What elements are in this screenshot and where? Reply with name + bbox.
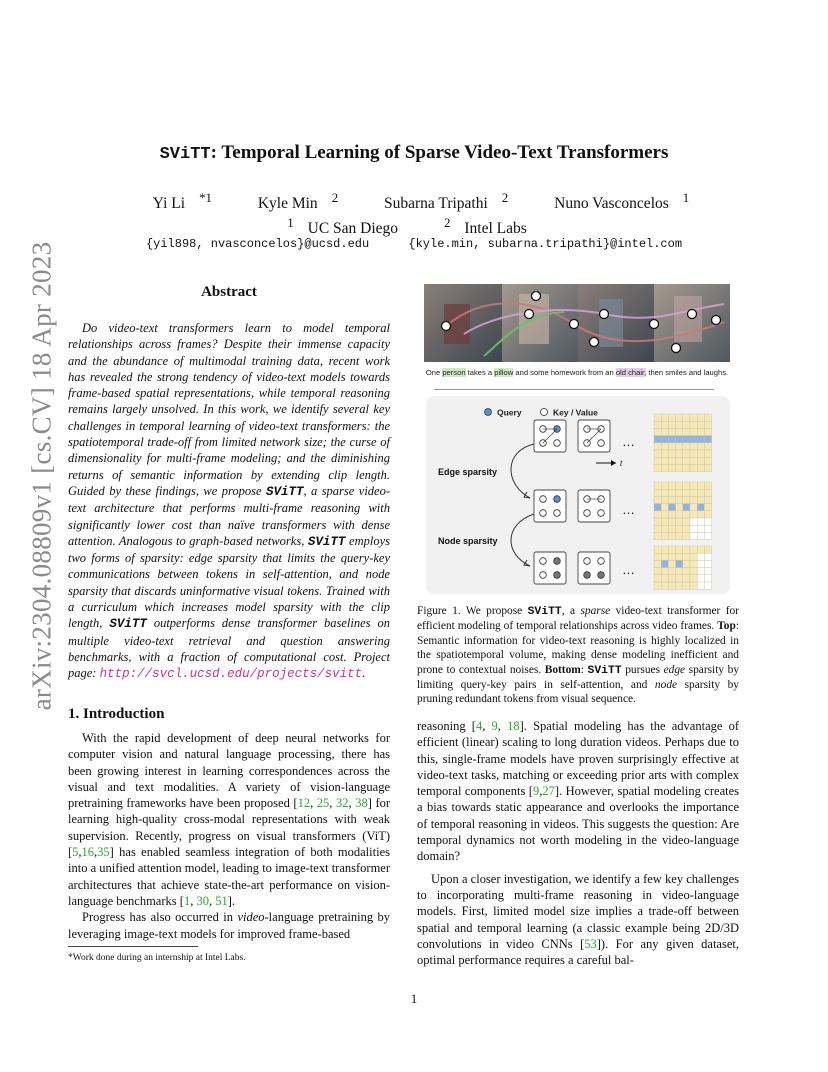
token-node (540, 558, 547, 565)
grid-cell (704, 421, 711, 428)
grid-cell (661, 553, 668, 560)
citation-link[interactable]: 32 (336, 796, 349, 811)
edge-sparsity-label: Edge sparsity (438, 467, 498, 477)
email-list (0, 237, 828, 251)
grid-cell (661, 464, 668, 471)
grid-cell (654, 482, 661, 489)
grid-cell (654, 443, 661, 450)
grid-cell (676, 546, 683, 553)
grid-cell (683, 496, 690, 503)
figure-strip-caption: One person takes a pillow and some homework from an old chair, then smiles and laughs. (425, 368, 729, 377)
grid-cell (661, 421, 668, 428)
grid-cell (697, 532, 704, 539)
grid-cell (683, 532, 690, 539)
grid-cell (661, 482, 668, 489)
grid-cell (661, 518, 668, 525)
grid-cell (683, 582, 690, 589)
grid-cell (704, 504, 711, 511)
grid-cell (654, 504, 661, 511)
affiliation: $^2$ Intel Labs (443, 215, 527, 238)
token-box (578, 490, 610, 522)
grid-cell (668, 582, 675, 589)
grid-cell (676, 532, 683, 539)
grid-cell (697, 464, 704, 471)
grid-cell (704, 414, 711, 421)
citation-link[interactable]: 25 (316, 796, 330, 811)
grid-cell (668, 421, 675, 428)
grid-cell (704, 568, 711, 575)
grid-cell (697, 511, 704, 518)
grid-cell (676, 518, 683, 525)
grid-cell (697, 457, 704, 464)
grid-cell (668, 546, 675, 553)
grid-cell (668, 568, 675, 575)
grid-cell (690, 443, 697, 450)
grid-cell (676, 436, 683, 443)
attention-grid (654, 546, 712, 589)
token-node (554, 440, 561, 447)
email: {kyle.min, subarna.tripathi}@intel.com (408, 237, 683, 251)
grid-cell (690, 575, 697, 582)
grid-cell (661, 575, 668, 582)
grid-cell (683, 457, 690, 464)
grid-cell (683, 436, 690, 443)
grid-cell (654, 518, 661, 525)
figure-divider (434, 389, 714, 390)
grid-cell (704, 489, 711, 496)
grid-cell (654, 560, 661, 567)
token-box (578, 420, 610, 452)
attention-grid (654, 482, 712, 540)
grid-cell (676, 511, 683, 518)
grid-cell (676, 457, 683, 464)
grid-cell (690, 511, 697, 518)
grid-cell (683, 568, 690, 575)
grid-cell (668, 504, 675, 511)
grid-cell (704, 464, 711, 471)
author: Yi Li $^{*1}$ (152, 190, 212, 213)
grid-cell (668, 436, 675, 443)
grid-cell (661, 457, 668, 464)
grid-cell (690, 414, 697, 421)
grid-cell (676, 575, 683, 582)
grid-cell (704, 496, 711, 503)
grid-cell (661, 546, 668, 553)
video-frames-image (424, 284, 730, 362)
grid-cell (683, 443, 690, 450)
ellipsis: … (622, 434, 635, 449)
grid-cell (704, 482, 711, 489)
node-sparsity-label: Node sparsity (438, 536, 498, 546)
grid-cell (683, 504, 690, 511)
page-number: 1 (410, 991, 418, 1006)
grid-cell (661, 525, 668, 532)
grid-cell (661, 511, 668, 518)
grid-cell (661, 582, 668, 589)
grid-cell (668, 464, 675, 471)
grid-cell (661, 414, 668, 421)
token-node (598, 558, 605, 565)
grid-cell (704, 525, 711, 532)
token-box (534, 490, 566, 522)
grid-cell (668, 496, 675, 503)
grid-cell (690, 532, 697, 539)
sparsity-diagram (426, 396, 730, 594)
citation-link[interactable]: 12 (297, 796, 311, 811)
citation-link[interactable]: 9 (532, 784, 540, 799)
grid-cell (690, 421, 697, 428)
grid-cell (654, 421, 661, 428)
grid-cell (697, 525, 704, 532)
grid-cell (683, 525, 690, 532)
grid-cell (704, 436, 711, 443)
citation-link[interactable]: 30 (196, 893, 209, 908)
token-node (584, 558, 591, 565)
attention-grid (654, 414, 712, 472)
grid-cell (704, 443, 711, 450)
grid-cell (654, 414, 661, 421)
grid-cell (683, 553, 690, 560)
grid-cell (654, 582, 661, 589)
token-node (554, 572, 561, 579)
grid-cell (661, 560, 668, 567)
grid-cell (697, 546, 704, 553)
grid-cell (704, 532, 711, 539)
grid-cell (661, 450, 668, 457)
grid-cell (704, 511, 711, 518)
token-node (540, 572, 547, 579)
grid-cell (690, 546, 697, 553)
grid-cell (690, 504, 697, 511)
grid-cell (683, 464, 690, 471)
grid-cell (683, 560, 690, 567)
grid-cell (697, 575, 704, 582)
grid-cell (697, 518, 704, 525)
grid-cell (668, 428, 675, 435)
grid-cell (654, 568, 661, 575)
grid-cell (697, 560, 704, 567)
grid-cell (690, 450, 697, 457)
citation-link[interactable]: 38 (355, 796, 368, 811)
grid-cell (690, 428, 697, 435)
intro-body: With the rapid development of deep neural networks for computer vision and natural language processing, there has been growing interest in learning correspondences across the visual and text modalities. A variety of vision-language pretraining frameworks have been proposed [12, 25, 32, 38] for learning high-quality cross-modal representations with weak supervision. Recently, progress on visual transformers (ViT) [5,16,35] has enabled seamless integration of both modalities into a unified attention model, leading to image-text transformer architectures that achieve state-the-art performance on vision-language benchmarks [1, 30, 51]. Progress has also occurred in video-language pretraining by leveraging image-text models for improved frame-based (68, 731, 391, 941)
author-list (0, 190, 828, 213)
grid-cell (683, 575, 690, 582)
grid-cell (654, 511, 661, 518)
grid-cell (661, 532, 668, 539)
ellipsis: … (622, 502, 635, 517)
token-node (598, 440, 605, 447)
abstract-heading: Abstract (201, 284, 257, 300)
grid-cell (704, 428, 711, 435)
grid-cell (697, 496, 704, 503)
grid-cell (690, 464, 697, 471)
grid-cell (697, 582, 704, 589)
grid-cell (654, 575, 661, 582)
grid-cell (676, 504, 683, 511)
grid-cell (661, 436, 668, 443)
grid-cell (690, 482, 697, 489)
token-node (584, 510, 591, 517)
author: Nuno Vasconcelos $^1$ (554, 190, 690, 213)
token-node (540, 496, 547, 503)
grid-cell (654, 428, 661, 435)
grid-cell (668, 511, 675, 518)
grid-cell (697, 568, 704, 575)
figure-caption: Figure 1. We propose SViTT, a sparse video-text transformer for efficient modeling of temporal relationships across video frames. Top: Semantic information for video-text reasoning is highly localized in the spatiotemporal volume, making dense modeling inefficient and prone to contextual noises. Bottom: SViTT pursues edge sparsity by limiting query-key pairs in self-attention, and node sparsity by pruning redundant tokens from visual sequence. (417, 605, 740, 706)
email: {yil898, nvasconcelos}@ucsd.edu (145, 237, 370, 251)
grid-cell (668, 518, 675, 525)
grid-cell (668, 525, 675, 532)
author: Subarna Tripathi $^2$ (384, 190, 509, 213)
token-box (534, 552, 566, 584)
grid-cell (668, 457, 675, 464)
time-axis-label: t (620, 459, 623, 468)
grid-cell (676, 525, 683, 532)
title-model-name: SViTT (159, 145, 211, 164)
grid-cell (676, 553, 683, 560)
grid-cell (683, 518, 690, 525)
grid-cell (690, 582, 697, 589)
token-node (554, 510, 561, 517)
legend-key: Key / Value (553, 407, 598, 418)
grid-cell (661, 496, 668, 503)
grid-cell (654, 436, 661, 443)
grid-cell (676, 489, 683, 496)
abstract-body: Do video-text transformers learn to model temporal relationships across frames? Despite their immense capacity and the abundance of multimodal training data, recent work has revealed the strong tendency of video-text models towards frame-based spatial representations, while temporal reasoning remains largely unsolved. In this work, we identify several key challenges in temporal learning of video-text transformers: the spatiotemporal trade-off from limited network size; the curse of dimensionality for multi-frame modeling; and the diminishing returns of semantic information by extending clip length. Guided by these findings, we propose SViTT, a sparse video-text architecture that performs multi-frame reasoning with significantly lower cost than naïve transformers with dense attention. Analogous to graph-based networks, SViTT employs two forms of sparsity: edge sparsity that limits the query-key communications between tokens in self-attention, and node sparsity that discards uninformative visual tokens. Trained with a curriculum which increases model sparsity with the clip length, SViTT outperforms dense transformer baselines on multiple video-text retrieval and question answering benchmarks, with a fraction of computational cost. Project page: http://svcl.ucsd.edu/projects/svitt. (68, 321, 391, 682)
citation-link[interactable]: 51 (215, 893, 228, 908)
author: Kyle Min $^2$ (257, 190, 339, 213)
token-node (540, 510, 547, 517)
token-node (598, 510, 605, 517)
grid-cell (690, 525, 697, 532)
grid-cell (668, 414, 675, 421)
grid-cell (704, 518, 711, 525)
grid-cell (668, 482, 675, 489)
grid-cell (704, 553, 711, 560)
citation-link[interactable]: 18 (507, 719, 520, 733)
paper-title (0, 142, 828, 164)
grid-cell (683, 421, 690, 428)
citation-link[interactable]: 53 (584, 936, 597, 951)
token-box (578, 552, 610, 584)
grid-cell (690, 553, 697, 560)
grid-cell (668, 553, 675, 560)
grid-cell (661, 568, 668, 575)
grid-cell (654, 489, 661, 496)
grid-cell (654, 457, 661, 464)
grid-cell (690, 496, 697, 503)
grid-cell (697, 450, 704, 457)
grid-cell (704, 582, 711, 589)
ellipsis: … (622, 562, 635, 577)
grid-cell (683, 546, 690, 553)
grid-cell (676, 582, 683, 589)
token-node (554, 496, 561, 503)
citation-link[interactable]: 35 (97, 845, 110, 860)
affiliation: $^1$ UC San Diego (287, 215, 399, 238)
grid-cell (676, 464, 683, 471)
grid-cell (654, 525, 661, 532)
grid-cell (654, 450, 661, 457)
grid-cell (690, 518, 697, 525)
grid-cell (683, 414, 690, 421)
grid-cell (654, 553, 661, 560)
title-text: : Temporal Learning of Sparse Video-Text Transformers (210, 142, 669, 163)
grid-cell (676, 428, 683, 435)
grid-cell (668, 450, 675, 457)
grid-cell (668, 443, 675, 450)
token-node (554, 558, 561, 565)
grid-cell (676, 414, 683, 421)
legend-query: Query (497, 407, 522, 418)
citation-link[interactable]: 1 (183, 893, 191, 908)
grid-cell (668, 532, 675, 539)
grid-cell (704, 450, 711, 457)
grid-cell (697, 482, 704, 489)
right-body: reasoning [4, 9, 18]. Spatial modeling has the advantage of efficient (linear) scaling to long duration videos. Perhaps due to this, single-frame models have proven surprisingly effective at video-text tasks, matching or exceeding prior arts with complex temporal components [9,27]. However, spatial modeling creates a bias towards static appearance and overlooks the importance of temporal reasoning in videos. This suggests the question: Are temporal dynamics not worth modeling in the video-language domain? Upon a closer investigation, we identify a few key challenges to incorporating multi-frame reasoning in video-language models. First, limited model size implies a trade-off between spatial and temporal learning (a classic example being 2D/3D convolutions in video CNNs [53]). For any given dataset, optimal performance requires a careful bal- (417, 719, 740, 968)
grid-cell (690, 489, 697, 496)
grid-cell (690, 457, 697, 464)
grid-cell (683, 450, 690, 457)
grid-cell (654, 532, 661, 539)
grid-cell (704, 560, 711, 567)
grid-cell (690, 436, 697, 443)
query-legend-icon (485, 409, 492, 416)
token-node (584, 572, 591, 579)
token-box (534, 420, 566, 452)
grid-cell (697, 504, 704, 511)
project-link[interactable]: http://svcl.ucsd.edu/projects/svitt (99, 667, 363, 682)
citation-link[interactable]: 9 (491, 719, 498, 733)
grid-cell (661, 504, 668, 511)
grid-cell (661, 443, 668, 450)
grid-cell (676, 443, 683, 450)
grid-cell (697, 421, 704, 428)
grid-cell (661, 489, 668, 496)
citation-link[interactable]: 4 (475, 719, 483, 733)
citation-link[interactable]: 27 (542, 784, 555, 799)
grid-cell (690, 568, 697, 575)
section-heading: 1. Introduction (68, 706, 165, 722)
footnote-divider (68, 946, 198, 947)
grid-cell (697, 553, 704, 560)
grid-cell (704, 546, 711, 553)
token-node (598, 572, 605, 579)
grid-cell (676, 560, 683, 567)
key-legend-icon (541, 409, 548, 416)
grid-cell (697, 414, 704, 421)
grid-cell (704, 575, 711, 582)
grid-cell (683, 428, 690, 435)
grid-cell (683, 511, 690, 518)
grid-cell (676, 568, 683, 575)
grid-cell (690, 560, 697, 567)
grid-cell (654, 496, 661, 503)
grid-cell (676, 496, 683, 503)
affiliation-list (0, 215, 828, 238)
citation-link[interactable]: 16 (81, 845, 95, 860)
grid-cell (697, 489, 704, 496)
grid-cell (654, 464, 661, 471)
grid-cell (676, 450, 683, 457)
citation-link[interactable]: 5 (72, 845, 79, 860)
grid-cell (676, 421, 683, 428)
arxiv-stamp: arXiv:2304.08809v1 [cs.CV] 18 Apr 2023 (26, 241, 57, 711)
grid-cell (668, 575, 675, 582)
footnote: *Work done during an internship at Intel Labs. (68, 953, 246, 963)
grid-cell (661, 428, 668, 435)
grid-cell (668, 489, 675, 496)
grid-cell (704, 457, 711, 464)
grid-cell (683, 482, 690, 489)
grid-cell (654, 546, 661, 553)
grid-cell (683, 489, 690, 496)
grid-cell (676, 482, 683, 489)
grid-cell (697, 428, 704, 435)
grid-cell (697, 443, 704, 450)
grid-cell (668, 560, 675, 567)
grid-cell (697, 436, 704, 443)
